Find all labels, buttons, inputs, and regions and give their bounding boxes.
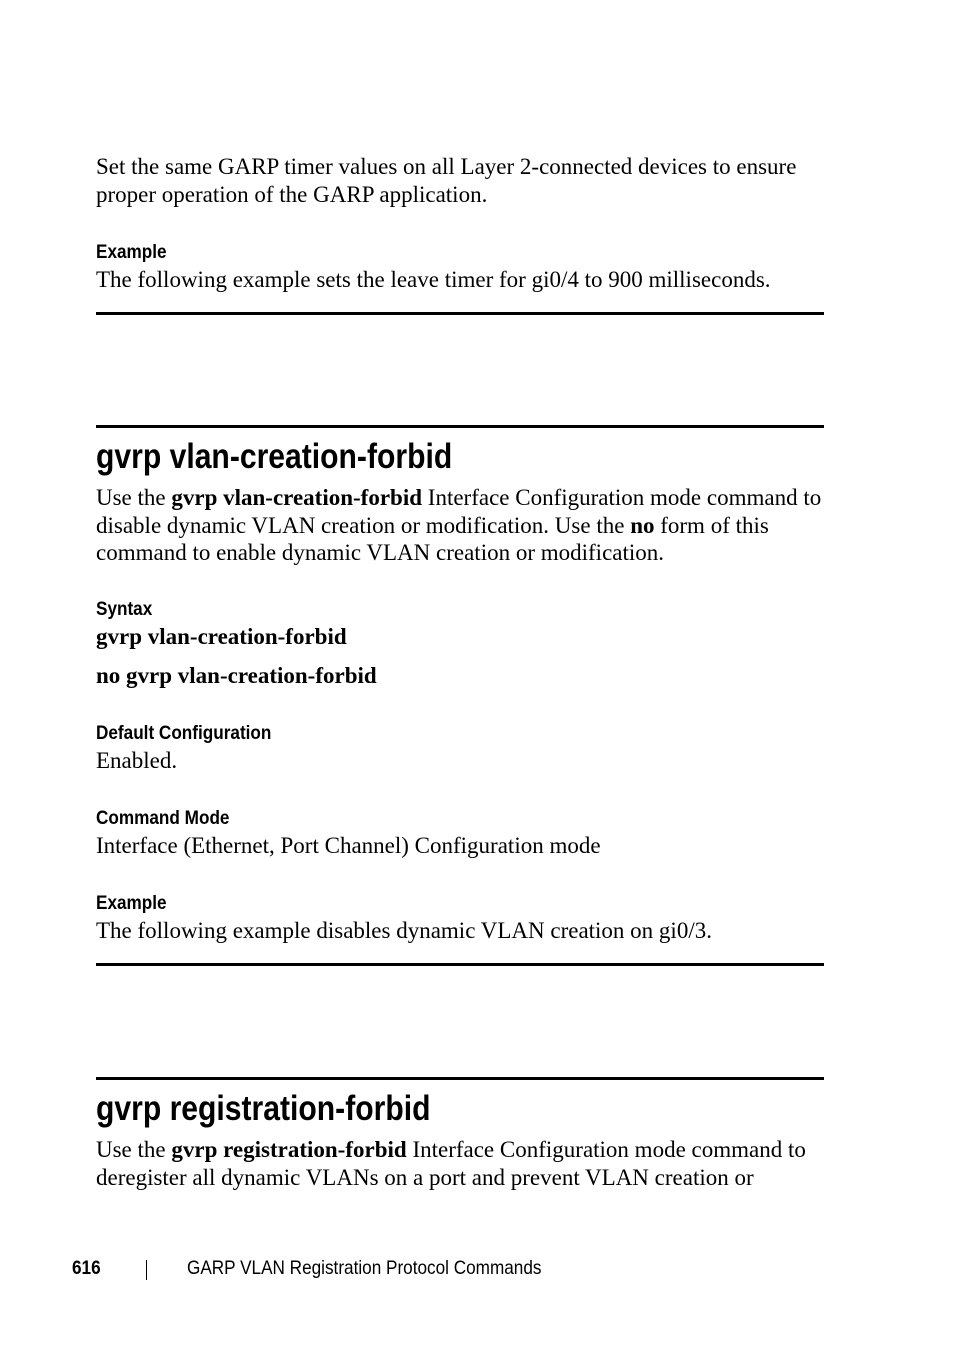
default-configuration-text: Enabled. bbox=[96, 748, 178, 773]
section2-description: Use the gvrp registration-forbid Interface Configuration mode command to deregister all dynamic VLANs on a port and prevent VLAN creation or bbox=[96, 1137, 806, 1190]
section-start-rule bbox=[96, 1077, 824, 1080]
section-end-rule bbox=[96, 963, 824, 966]
command-name: gvrp vlan-creation-forbid bbox=[171, 485, 423, 510]
no-keyword: no bbox=[630, 512, 655, 538]
syntax-heading: Syntax bbox=[96, 598, 153, 620]
section-title-vlan-creation-forbid: gvrp vlan-creation-forbid bbox=[96, 437, 453, 476]
section1-description: Use the gvrp vlan-creation-forbid Interface Configuration mode command to disable dynamic VLAN creation or modification. Use the no form of this command to enable dynamic VLAN creation or modification. bbox=[96, 485, 822, 565]
section-title-registration-forbid: gvrp registration-forbid bbox=[96, 1089, 431, 1128]
page-number: 616 bbox=[72, 1257, 101, 1279]
command-mode-text: Interface (Ethernet, Port Channel) Configuration mode bbox=[96, 833, 601, 858]
command-mode-heading: Command Mode bbox=[96, 807, 230, 829]
syntax-line-2: no gvrp vlan-creation-forbid bbox=[96, 663, 377, 688]
command-name: gvrp registration-forbid bbox=[171, 1137, 407, 1162]
section-end-rule bbox=[96, 312, 824, 315]
footer-separator bbox=[146, 1260, 147, 1280]
footer-chapter-title: GARP VLAN Registration Protocol Commands bbox=[187, 1257, 542, 1279]
example-heading: Example bbox=[96, 892, 167, 914]
section-start-rule bbox=[96, 425, 824, 428]
default-configuration-heading: Default Configuration bbox=[96, 722, 272, 744]
intro-example-heading: Example bbox=[96, 241, 167, 263]
intro-paragraph: Set the same GARP timer values on all Layer 2-connected devices to ensure proper operation of the GARP application. bbox=[96, 154, 797, 207]
intro-example-text: The following example sets the leave timer for gi0/4 to 900 milliseconds. bbox=[96, 267, 771, 292]
syntax-line-1: gvrp vlan-creation-forbid bbox=[96, 624, 347, 649]
example-text: The following example disables dynamic VLAN creation on gi0/3. bbox=[96, 918, 712, 943]
